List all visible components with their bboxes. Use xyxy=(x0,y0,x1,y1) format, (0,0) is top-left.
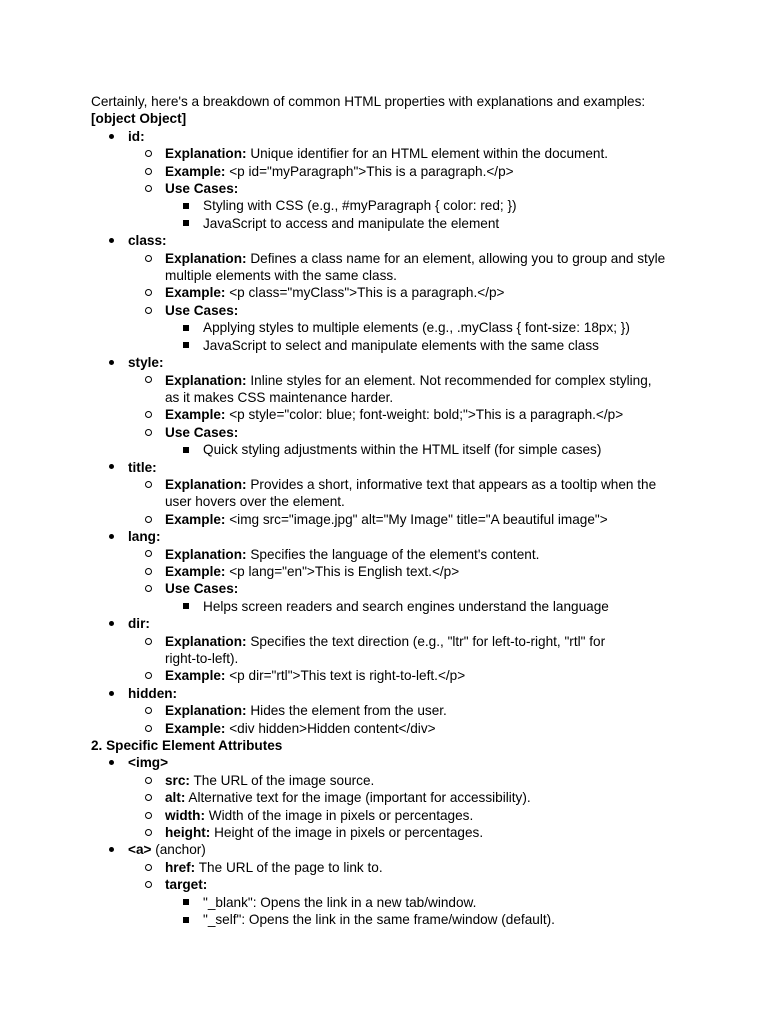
bullet-dot xyxy=(103,459,119,476)
bullet-circle xyxy=(140,580,156,597)
bullet-circle xyxy=(140,476,156,493)
bullet-square xyxy=(178,441,194,458)
attr-name: hidden: xyxy=(128,685,178,701)
bullet-dot xyxy=(103,128,119,145)
img-attr-src: src: The URL of the image source. xyxy=(91,772,691,789)
attr-dir-example: Example: <p dir="rtl">This text is right-to-left.</p> xyxy=(91,667,691,684)
bullet-square xyxy=(178,598,194,615)
list-item: Helps screen readers and search engines understand the language xyxy=(91,598,691,615)
bullet-circle xyxy=(140,859,156,876)
a-attr-target: target: xyxy=(91,876,691,893)
element-name: <img> xyxy=(128,755,169,771)
a-attr-href: href: The URL of the page to link to. xyxy=(91,859,691,876)
document-page xyxy=(91,93,691,929)
attr-class-use-cases: Use Cases: xyxy=(91,302,691,319)
bullet-circle xyxy=(140,284,156,301)
bullet-square xyxy=(178,337,194,354)
bullet-circle xyxy=(140,720,156,737)
list-item: "_self": Opens the link in the same frame/window (default). xyxy=(91,911,691,928)
attr-title-example: Example: <img src="image.jpg" alt="My Image" title="A beautiful image"> xyxy=(91,511,691,528)
bullet-circle xyxy=(140,302,156,319)
bullet-circle xyxy=(140,667,156,684)
attr-id-example: Example: <p id="myParagraph">This is a paragraph.</p> xyxy=(91,163,691,180)
attr-hidden-explanation: Explanation: Hides the element from the user. xyxy=(91,702,691,719)
bullet-dot xyxy=(103,354,119,371)
bullet-circle xyxy=(140,372,156,389)
bullet-dot xyxy=(103,615,119,632)
bullet-circle xyxy=(140,511,156,528)
bullet-circle xyxy=(140,250,156,267)
bullet-dot xyxy=(103,841,119,858)
attr-lang-use-cases: Use Cases: xyxy=(91,580,691,597)
element-a: <a> (anchor) xyxy=(91,841,691,858)
attr-id xyxy=(91,128,691,145)
bullet-circle xyxy=(140,633,156,650)
bullet-square xyxy=(178,894,194,911)
attr-name: title: xyxy=(128,459,157,475)
attr-name: class: xyxy=(128,233,167,249)
bullet-circle xyxy=(140,180,156,197)
attr-lang-explanation: Explanation: Specifies the language of the element's content. xyxy=(91,546,691,563)
bullet-square xyxy=(178,197,194,214)
list-item: Styling with CSS (e.g., #myParagraph { color: red; }) xyxy=(91,197,691,214)
list-item: Applying styles to multiple elements (e.g., .myClass { font-size: 18px; }) xyxy=(91,319,691,336)
bullet-circle xyxy=(140,702,156,719)
attr-name: style: xyxy=(128,355,164,371)
bullet-circle xyxy=(140,824,156,841)
attr-hidden-example: Example: <div hidden>Hidden content</div> xyxy=(91,720,691,737)
intro-text: Certainly, here's a breakdown of common HTML properties with explanations and examples: xyxy=(91,94,646,109)
img-attr-height: height: Height of the image in pixels or percentages. xyxy=(91,824,691,841)
bullet-dot xyxy=(103,754,119,771)
bullet-square xyxy=(178,319,194,336)
section-1-heading: [object Object] xyxy=(91,111,187,127)
attr-name: lang: xyxy=(128,529,161,545)
bullet-circle xyxy=(140,163,156,180)
element-img xyxy=(91,754,691,771)
list-item: JavaScript to select and manipulate elements with the same class xyxy=(91,337,691,354)
attr-class xyxy=(91,232,691,249)
list-item: "_blank": Opens the link in a new tab/window. xyxy=(91,894,691,911)
bullet-circle xyxy=(140,876,156,893)
img-attr-alt: alt: Alternative text for the image (important for accessibility). xyxy=(91,789,691,806)
bullet-circle xyxy=(140,424,156,441)
section-2-heading: 2. Specific Element Attributes xyxy=(91,738,283,754)
list-item: JavaScript to access and manipulate the element xyxy=(91,215,691,232)
attr-lang-example: Example: <p lang="en">This is English text.</p> xyxy=(91,563,691,580)
bullet-dot xyxy=(103,528,119,545)
attr-lang xyxy=(91,528,691,545)
bullet-circle xyxy=(140,406,156,423)
attr-class-example: Example: <p class="myClass">This is a paragraph.</p> xyxy=(91,284,691,301)
bullet-circle xyxy=(140,563,156,580)
bullet-square xyxy=(178,911,194,928)
bullet-square xyxy=(178,215,194,232)
bullet-circle xyxy=(140,145,156,162)
bullet-circle xyxy=(140,546,156,563)
bullet-circle xyxy=(140,772,156,789)
attr-class-explanation: Explanation: Defines a class name for an element, allowing you to group and style multiple elements with the same class. xyxy=(91,250,691,285)
attr-dir-explanation: Explanation: Specifies the text direction (e.g., "ltr" for left-to-right, "rtl" for right-to-left). xyxy=(91,633,625,668)
attr-hidden xyxy=(91,685,691,702)
attr-dir xyxy=(91,615,691,632)
bullet-dot xyxy=(103,685,119,702)
attr-id-explanation: Explanation: Unique identifier for an HTML element within the document. xyxy=(91,145,691,162)
attr-name: dir: xyxy=(128,616,150,632)
bullet-circle xyxy=(140,789,156,806)
attr-id-use-cases: Use Cases: xyxy=(91,180,691,197)
attr-style-example: Example: <p style="color: blue; font-weight: bold;">This is a paragraph.</p> xyxy=(91,406,691,423)
attr-style-use-cases: Use Cases: xyxy=(91,424,691,441)
attr-title-explanation: Explanation: Provides a short, informative text that appears as a tooltip when the user hovers over the element. xyxy=(91,476,670,511)
bullet-dot xyxy=(103,232,119,249)
attr-title xyxy=(91,459,691,476)
attr-style xyxy=(91,354,691,371)
list-item: Quick styling adjustments within the HTML itself (for simple cases) xyxy=(91,441,691,458)
element-name: <a> xyxy=(128,842,152,858)
img-attr-width: width: Width of the image in pixels or percentages. xyxy=(91,807,691,824)
bullet-circle xyxy=(140,807,156,824)
attr-style-explanation: Explanation: Inline styles for an element. Not recommended for complex styling, as it makes CSS maintenance harder. xyxy=(91,372,665,407)
attr-name: id: xyxy=(128,128,145,144)
